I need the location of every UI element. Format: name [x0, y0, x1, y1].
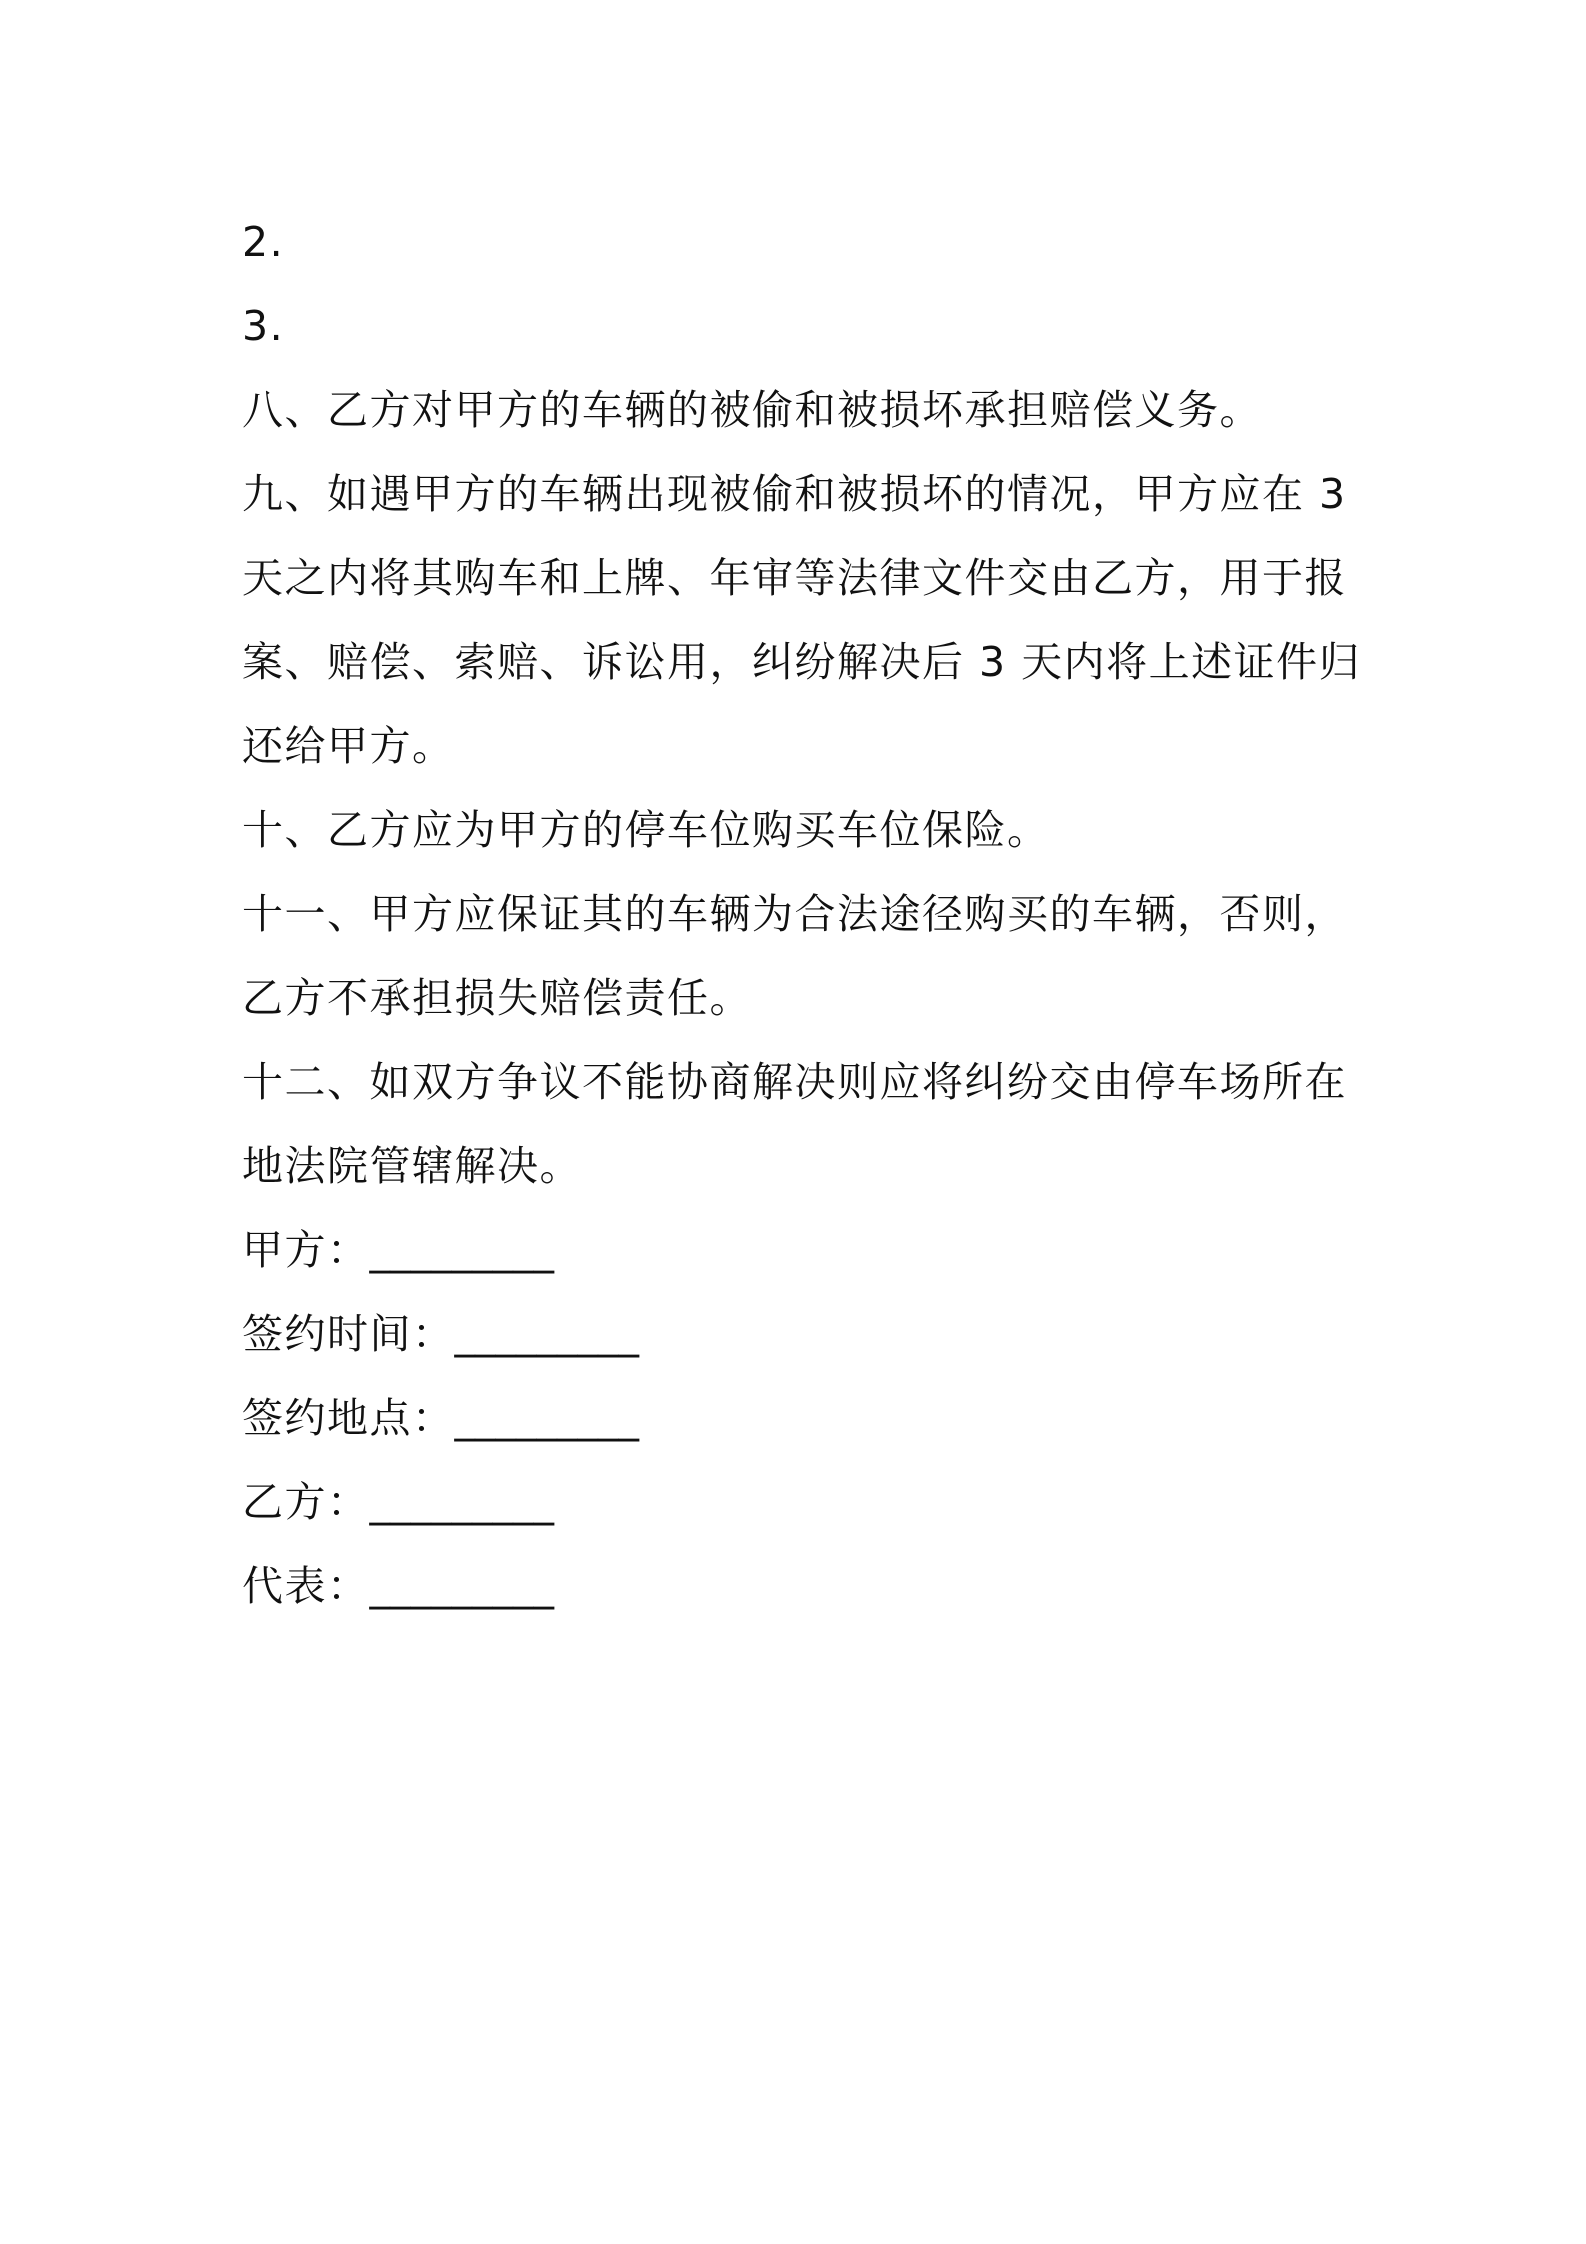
signature-representative	[242, 1544, 1362, 1628]
signature-label: 签约地点：	[242, 1394, 455, 1442]
clause-eight	[242, 368, 1362, 452]
clause-nine	[242, 452, 1362, 788]
clause-line: 天之内将其购车和上牌、年审等法律文件交由乙方，用于报	[242, 554, 1347, 602]
signature-blank: _________	[369, 1478, 554, 1526]
list-item-number: 3.	[242, 302, 285, 350]
clause-line: 还给甲方。	[242, 722, 455, 770]
clause-line: 案、赔偿、索赔、诉讼用，纠纷解决后 3 天内将上述证件归	[242, 638, 1362, 686]
clause-line: 九、如遇甲方的车辆出现被偷和被损坏的情况，甲方应在 3	[242, 470, 1347, 518]
clause-twelve	[242, 1040, 1362, 1208]
signature-label: 甲方：	[242, 1226, 370, 1274]
clause-line: 十、乙方应为甲方的停车位购买车位保险。	[242, 806, 1050, 854]
signature-blank: _________	[454, 1310, 639, 1358]
signature-label: 代表：	[242, 1562, 370, 1610]
clause-line: 十二、如双方争议不能协商解决则应将纠纷交由停车场所在	[242, 1058, 1347, 1106]
signature-blank: _________	[454, 1394, 639, 1442]
signature-label: 签约时间：	[242, 1310, 455, 1358]
signature-place	[242, 1376, 1362, 1460]
list-item-number: 2.	[242, 218, 285, 266]
signature-blank: _________	[369, 1226, 554, 1274]
clause-line: 八、乙方对甲方的车辆的被偷和被损坏承担赔偿义务。	[242, 386, 1262, 434]
document-body	[242, 200, 1362, 1628]
clause-eleven	[242, 872, 1362, 1040]
clause-line: 十一、甲方应保证其的车辆为合法途径购买的车辆，否则，	[242, 890, 1347, 938]
signature-label: 乙方：	[242, 1478, 370, 1526]
clause-line: 乙方不承担损失赔偿责任。	[242, 974, 752, 1022]
signature-block	[242, 1208, 1362, 1628]
signature-blank: _________	[369, 1562, 554, 1610]
signature-party-a	[242, 1208, 1362, 1292]
clause-ten	[242, 788, 1362, 872]
signature-party-b	[242, 1460, 1362, 1544]
signature-date	[242, 1292, 1362, 1376]
clause-line: 地法院管辖解决。	[242, 1142, 582, 1190]
